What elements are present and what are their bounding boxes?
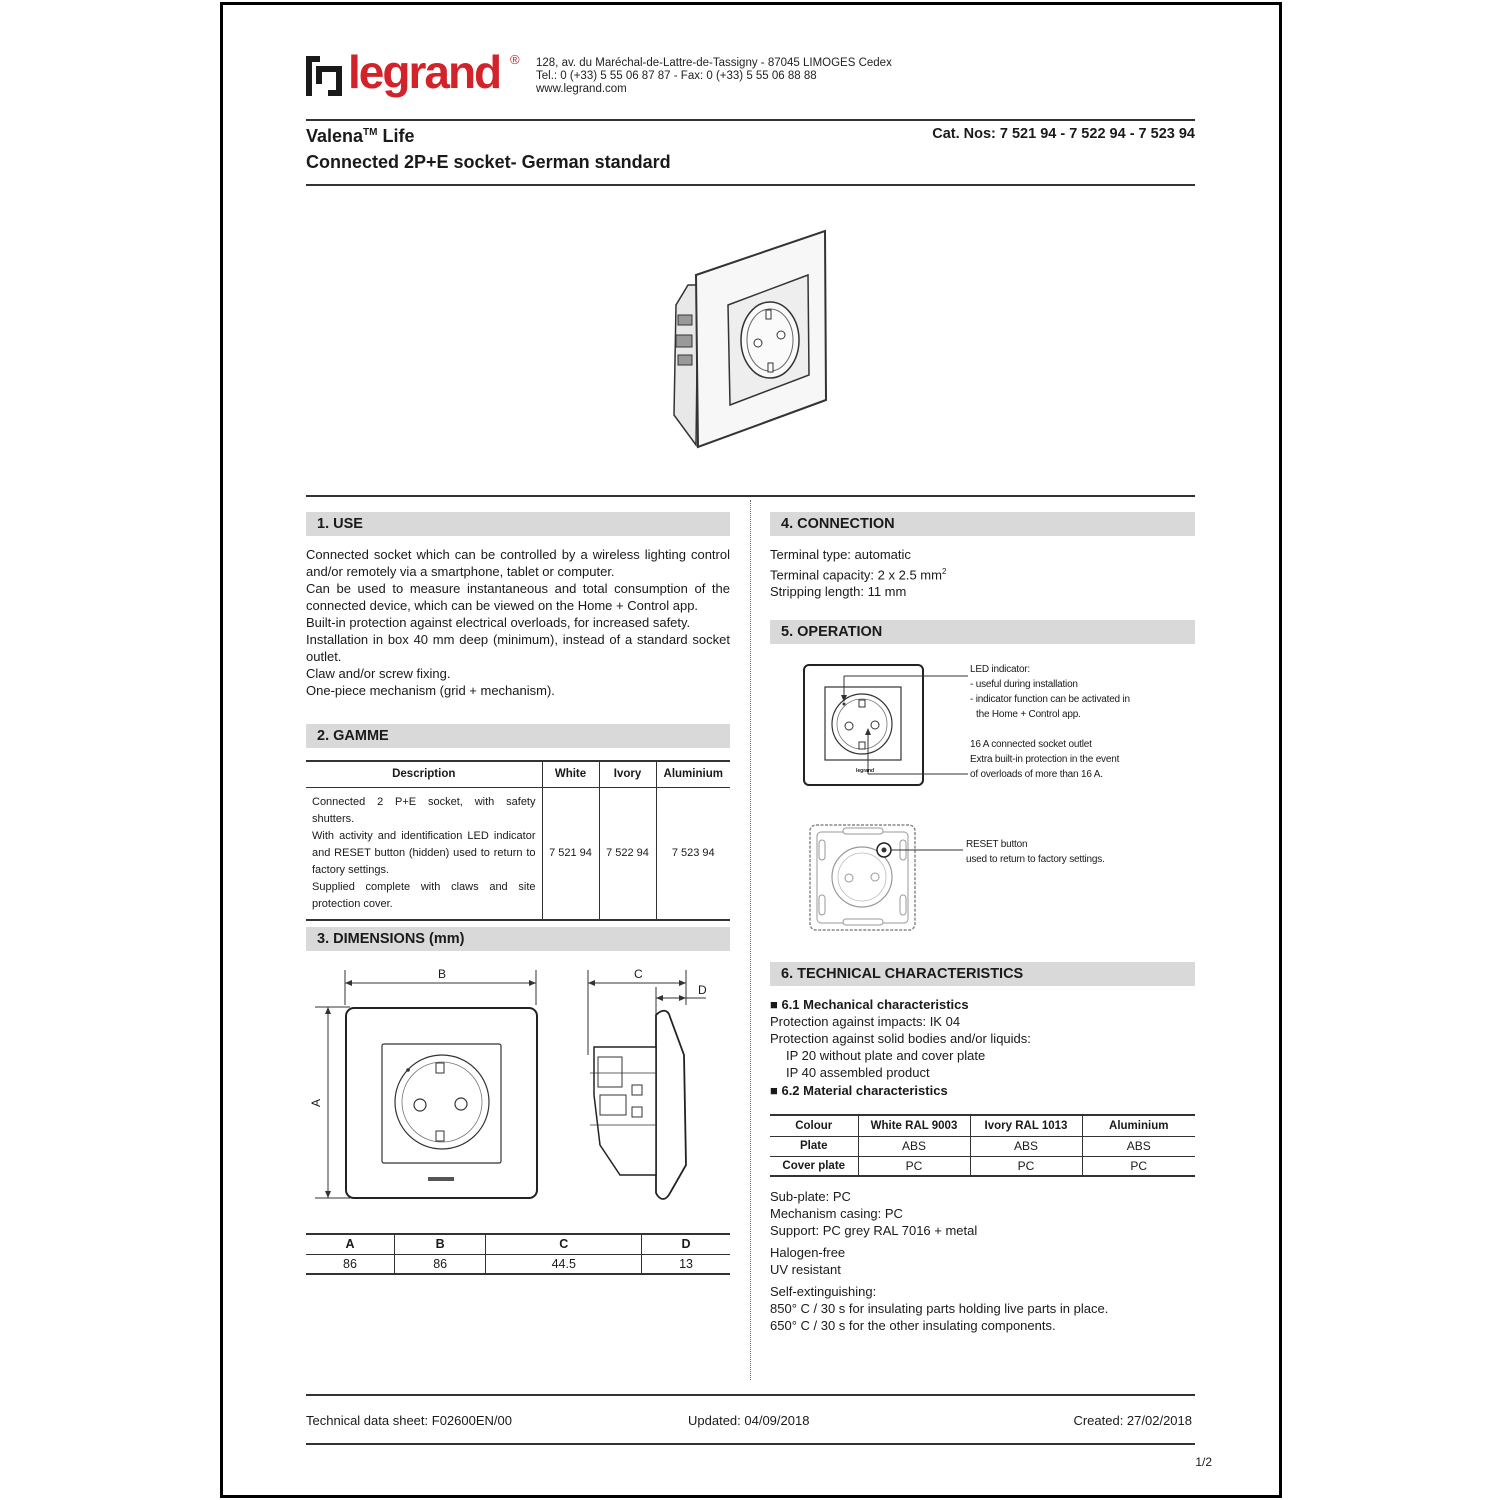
front-view-drawing (310, 965, 550, 1205)
table-header: Description (306, 761, 542, 787)
reset-button-label: RESET button used to return to factory settings. (966, 839, 1105, 865)
table-header: Aluminium (1082, 1115, 1195, 1136)
footer-top-rule (306, 1394, 1195, 1396)
use-section-header: 1. USE (306, 512, 730, 536)
product-name: Valena™ Life (306, 126, 415, 146)
mechanical-subheading: ■ 6.1 Mechanical characteristics (770, 997, 969, 1012)
footer-sheet-ref: Technical data sheet: F02600EN/00 (306, 1413, 512, 1428)
terminal-type: Terminal type: automatic (770, 547, 911, 562)
solid-line: Protection against solid bodies and/or liquids: (770, 1031, 1031, 1046)
outlet-label: 16 A connected socket outlet Extra built-in protection in the event of overloads of more than 16 A. (970, 739, 1120, 780)
impacts-line: Protection against impacts: IK 04 (770, 1014, 961, 1029)
dimensions-table (306, 1233, 730, 1275)
page-number: 1/2 (1195, 1455, 1212, 1469)
connection-section-header: 4. CONNECTION (770, 512, 1195, 536)
dim-label-d: D (698, 983, 707, 997)
dim-label-b: B (438, 967, 447, 981)
company-address (536, 57, 892, 96)
bullet-icon: ■ (770, 997, 782, 1012)
operation-section-header: 5. OPERATION (770, 620, 1195, 644)
use-line: One-piece mechanism (grid + mechanism). (306, 683, 555, 698)
table-cell: 86 (394, 1254, 486, 1274)
table-cell: 86 (306, 1254, 394, 1274)
table-cell: 13 (642, 1254, 730, 1274)
led-indicator-label: LED indicator: - useful during installation - indicator function can be activated in the Home + Control app. (970, 664, 1130, 720)
material-subheading: ■ 6.2 Material characteristics (770, 1083, 948, 1098)
code-aluminium: 7 523 94 (656, 787, 730, 920)
registered-mark: ® (510, 52, 520, 67)
table-header: C (486, 1234, 642, 1254)
material-table (770, 1114, 1195, 1177)
dim-label-c: C (634, 967, 643, 981)
phone-line: Tel.: 0 (+33) 5 55 06 87 87 - Fax: 0 (+33) 5 55 06 88 88 (536, 70, 817, 82)
table-cell: 44.5 (486, 1254, 642, 1274)
table-header: Ivory (599, 761, 656, 787)
column-divider (750, 500, 751, 1380)
legrand-logo-mark-icon (306, 56, 342, 96)
product-illustration (660, 225, 840, 455)
mechanical-characteristics (770, 996, 1195, 1099)
table-row: Plate ABS ABS ABS (770, 1136, 1195, 1156)
dimensions-section-header: 3. DIMENSIONS (mm) (306, 927, 730, 951)
operation-front-diagram (800, 660, 975, 790)
table-header: Colour (770, 1115, 858, 1136)
table-header: Ivory RAL 1013 (970, 1115, 1082, 1136)
product-subtitle: Connected 2P+E socket- German standard (306, 152, 671, 172)
technical-section-header: 6. TECHNICAL CHARACTERISTICS (770, 962, 1195, 986)
code-ivory: 7 522 94 (599, 787, 656, 920)
brand-logo: legrand (348, 46, 501, 98)
ip20-line: IP 20 without plate and cover plate (786, 1048, 986, 1063)
catalog-numbers: Cat. Nos: 7 521 94 - 7 522 94 - 7 523 94 (932, 126, 1195, 142)
footer-created: Created: 27/02/2018 (1073, 1413, 1192, 1428)
use-line: Connected socket which can be controlled by a wireless lighting control and/or remotely via a smartphone, tablet or computer. (306, 547, 730, 579)
connection-section-body (770, 546, 1195, 600)
plate-brand: legrand (856, 768, 875, 774)
use-line: Claw and/or screw fixing. (306, 666, 451, 681)
side-view-drawing (580, 965, 710, 1205)
gamme-description: Connected 2 P+E socket, with safety shutters. With activity and identification LED indicator and RESET button (hidden) used to return to factory settings. Supplied complete with claws and site protection cover. (306, 787, 542, 920)
table-header: B (394, 1234, 486, 1254)
material-notes: Sub-plate: PC Mechanism casing: PC Support: PC grey RAL 7016 + metal Halogen-free UV resistant Self-extinguishing: 850° C / 30 s for insulating parts holding live parts in place. 650° C / 30 s for the other insulating components. (770, 1189, 1109, 1333)
footer-bottom-rule (306, 1443, 1195, 1445)
gamme-section-header: 2. GAMME (306, 724, 730, 748)
title-rule (306, 184, 1195, 186)
use-line: Can be used to measure instantaneous and total consumption of the connected device, which can be viewed on the Home + Control app. (306, 581, 730, 613)
table-header: A (306, 1234, 394, 1254)
footer-updated: Updated: 04/09/2018 (688, 1413, 810, 1428)
table-header: Aluminium (656, 761, 730, 787)
content-rule (306, 495, 1195, 497)
ip40-line: IP 40 assembled product (786, 1065, 930, 1080)
terminal-capacity: Terminal capacity: 2 x 2.5 $mm^2$ (770, 567, 947, 583)
gamme-table (306, 760, 730, 921)
header-rule (306, 119, 1195, 121)
stripping-length: Stripping length: 11 mm (770, 584, 907, 600)
bullet-icon: ■ (770, 1083, 782, 1098)
table-header: White RAL 9003 (858, 1115, 970, 1136)
table-header: D (642, 1234, 730, 1254)
code-white: 7 521 94 (542, 787, 599, 920)
dim-label-a: A (309, 1098, 324, 1108)
operation-mechanism-diagram (805, 820, 975, 935)
table-row: Cover plate PC PC PC (770, 1156, 1195, 1176)
use-section-body (306, 546, 730, 699)
website-line: www.legrand.com (536, 83, 627, 95)
table-header: White (542, 761, 599, 787)
address-line: 128, av. du Maréchal-de-Lattre-de-Tassigny - 87045 LIMOGES Cedex (536, 57, 892, 69)
use-line: Installation in box 40 mm deep (minimum), instead of a standard socket outlet. (306, 632, 730, 664)
use-line: Built-in protection against electrical overloads, for increased safety. (306, 615, 691, 630)
